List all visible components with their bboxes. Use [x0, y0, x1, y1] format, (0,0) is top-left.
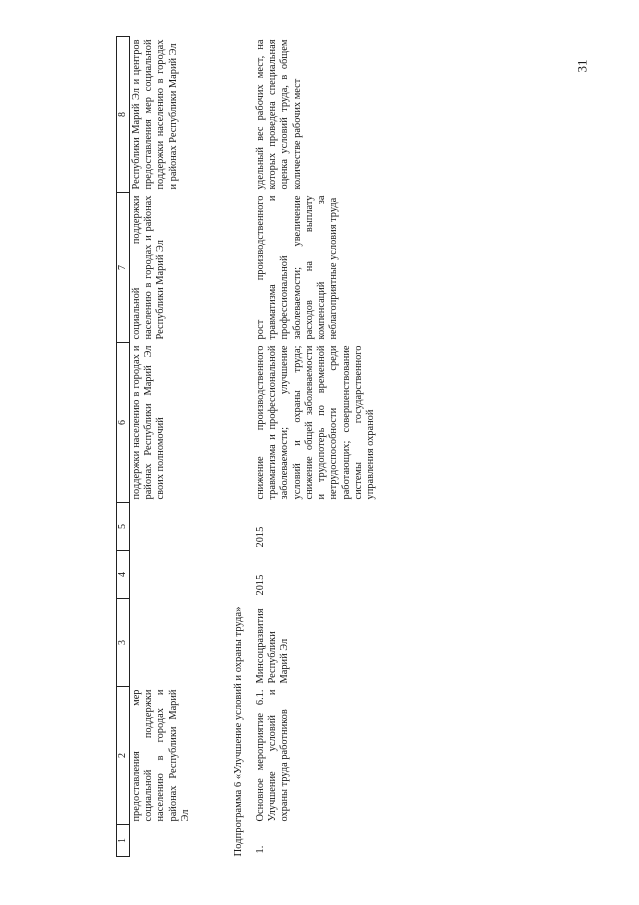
header-col-5: 5 [117, 503, 130, 551]
header-col-1: 1 [117, 825, 130, 857]
header-col-4: 4 [117, 551, 130, 599]
row1-start-year: 2015 [254, 574, 266, 596]
row1-number: 1. [254, 845, 266, 854]
cont-cell-1 [129, 825, 225, 857]
table-row-1 [254, 37, 379, 857]
program-table [116, 36, 378, 857]
cont-cell-7: социальной поддержки населению в городах и районах Республики Марий Эл [130, 195, 167, 340]
subprogram-title: Подпрограмма 6 «Улучшение условий и охраны труда» [233, 606, 245, 857]
row1-executor: Минсоцразвития Республики Марий Эл [254, 608, 291, 684]
row1-measure-name: Основное мероприятие 6.1. Улучшение условий и охраны труда работников [254, 689, 291, 822]
subprogram-row [225, 37, 254, 857]
row1-indicator: удельный вес рабочих мест, на которых проведена специальная оценка условий труда, в общем количестве рабочих мест [254, 39, 303, 190]
header-col-2: 2 [117, 687, 130, 825]
cont-cell-6: поддержки населению в городах и районах Республики Марий Эл своих полномочий [130, 345, 167, 500]
header-col-3: 3 [117, 599, 130, 687]
cont-cell-3 [129, 599, 225, 687]
header-col-8: 8 [117, 37, 130, 193]
cont-cell-2: предоставления мер социальной поддержки населению в городах и районах Республики Марий Эл [130, 689, 191, 822]
header-col-7: 7 [117, 193, 130, 343]
row1-expected-result: снижение производственного травматизма и профессиональной заболеваемости; улучшение условий и охраны труда; снижение общей заболеваемости и трудопотерь по временной нетрудоспособности среди работающих; совершенствование системы государственного управления охраной [254, 345, 377, 500]
cont-cell-8: Республики Марий Эл и центров предоставления мер социальной поддержки населению в городах и районах Республики Марий Эл [130, 39, 179, 190]
row1-end-year: 2015 [254, 526, 266, 548]
row1-consequences: рост производственного травматизма и профессиональной заболеваемости; увеличение расходов на выплату компенсаций за неблагоприятные условия труда [254, 195, 340, 340]
program-table-wrapper [116, 37, 378, 857]
header-col-6: 6 [117, 343, 130, 503]
header-row [117, 37, 130, 857]
cont-cell-4 [129, 551, 225, 599]
continuation-row [129, 37, 225, 857]
page-number: 31 [574, 59, 590, 73]
cont-cell-5 [129, 503, 225, 551]
